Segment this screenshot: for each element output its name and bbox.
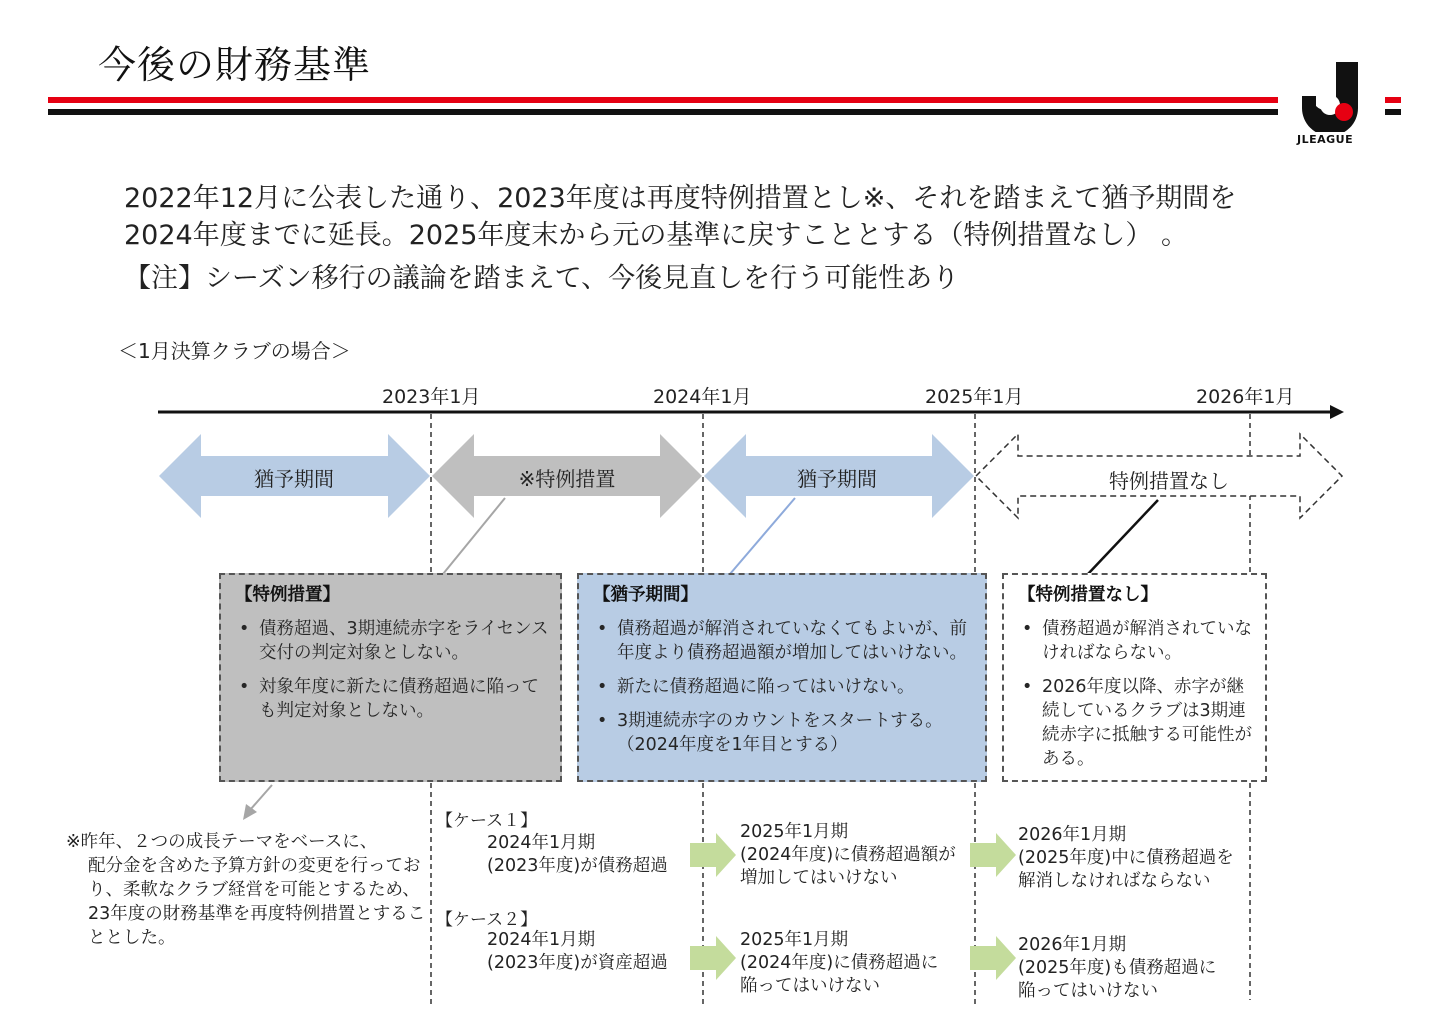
grace-period-box — [577, 573, 987, 782]
year-label: 2026年1月 — [1196, 386, 1295, 408]
connector-none — [1088, 500, 1158, 574]
case-label: 【ケース１】 — [436, 811, 538, 831]
year-label: 2024年1月 — [653, 386, 752, 408]
box-item: • 新たに債務超過に陥ってはいけない。 — [589, 675, 975, 699]
case-text: (2024年度)に債務超過額が — [740, 845, 956, 865]
case-text: (2023年度)が資産超過 — [487, 953, 668, 973]
case-text: 2024年1月期 — [487, 833, 596, 853]
arrow-label-none: 特例措置なし — [1109, 469, 1229, 493]
case-label: 【ケース２】 — [436, 910, 538, 930]
footnote — [66, 830, 426, 950]
case-text: 2026年1月期 — [1018, 825, 1127, 845]
case-2-step-2 — [740, 929, 938, 998]
box-item: • 2026年度以降、赤字が継続しているクラブは3期連続赤字に抵触する可能性がある。 — [1014, 675, 1255, 771]
box-item: • 対象年度に新たに債務超過に陥っても判定対象としない。 — [231, 675, 550, 723]
case-text: 2024年1月期 — [487, 930, 596, 950]
case-text: (2023年度)が債務超過 — [487, 856, 668, 876]
case-text: (2024年度)に債務超過に — [740, 953, 939, 973]
section-subtitle: ＜1月決算クラブの場合＞ — [118, 339, 351, 363]
arrow-label-special: ※特例措置 — [518, 467, 616, 491]
case-text: 増加してはいけない — [740, 868, 898, 888]
case-1-step-2 — [740, 821, 956, 890]
case-1-step-3 — [1018, 824, 1234, 893]
timeline-arrowhead-icon — [1330, 405, 1344, 419]
lead-line-2: 2024年度までに延長。2025年度末から元の基準に戻すこととする（特例措置なし） 。 — [124, 220, 1189, 251]
page-title: 今後の財務基準 — [98, 43, 372, 87]
case-text: 陥ってはいけない — [740, 976, 880, 996]
box-title: 【特例措置なし】 — [1018, 585, 1158, 605]
lead-note: 【注】シーズン移行の議論を踏まえて、今後見直しを行う可能性あり — [124, 263, 960, 294]
special-measure-box — [219, 573, 562, 782]
logo-text: JLEAGUE — [1297, 133, 1354, 146]
box-title: 【特例措置】 — [235, 585, 340, 605]
case-text: 2026年1月期 — [1018, 935, 1127, 955]
case-2-step-1 — [487, 929, 668, 975]
year-label: 2025年1月 — [925, 386, 1024, 408]
case-2-step-3 — [1018, 934, 1216, 1003]
case-text: 2025年1月期 — [740, 822, 849, 842]
note-pointer-head-icon — [243, 804, 257, 820]
arrow-label-grace-2: 猶予期間 — [797, 467, 877, 491]
case-text: 2025年1月期 — [740, 930, 849, 950]
lead-line-1: 2022年12月に公表した通り、2023年度は再度特例措置とし※、それを踏まえて猶予期間を — [124, 183, 1237, 214]
case-text: (2025年度)も債務超過に — [1018, 958, 1217, 978]
no-special-measure-box — [1002, 573, 1267, 782]
box-item: • 債務超過が解消されていなければならない。 — [1014, 617, 1255, 665]
case-1-step-1 — [487, 832, 668, 878]
footnote-line-1: ※昨年、２つの成長テーマをベースに、 — [66, 832, 378, 852]
footnote-body: 配分金を含めた予算方針の変更を行っており、柔軟なクラブ経営を可能とするため、23年度の財務基準を再度特例措置とすることとした。 — [88, 856, 426, 948]
box-item: • 3期連続赤字のカウントをスタートする。（2024年度を1年目とする） — [589, 709, 975, 757]
note-pointer — [250, 785, 272, 810]
case-text: (2025年度)中に債務超過を — [1018, 848, 1234, 868]
arrow-label-grace-1: 猶予期間 — [254, 467, 334, 491]
box-item: • 債務超過、3期連続赤字をライセンス交付の判定対象としない。 — [231, 617, 550, 665]
case-text: 陥ってはいけない — [1018, 981, 1158, 1001]
case-text: 解消しなければならない — [1018, 871, 1211, 891]
year-label: 2023年1月 — [382, 386, 481, 408]
box-item: • 債務超過が解消されていなくてもよいが、前年度より債務超過額が増加してはいけない。 — [589, 617, 975, 665]
box-title: 【猶予期間】 — [593, 585, 698, 605]
